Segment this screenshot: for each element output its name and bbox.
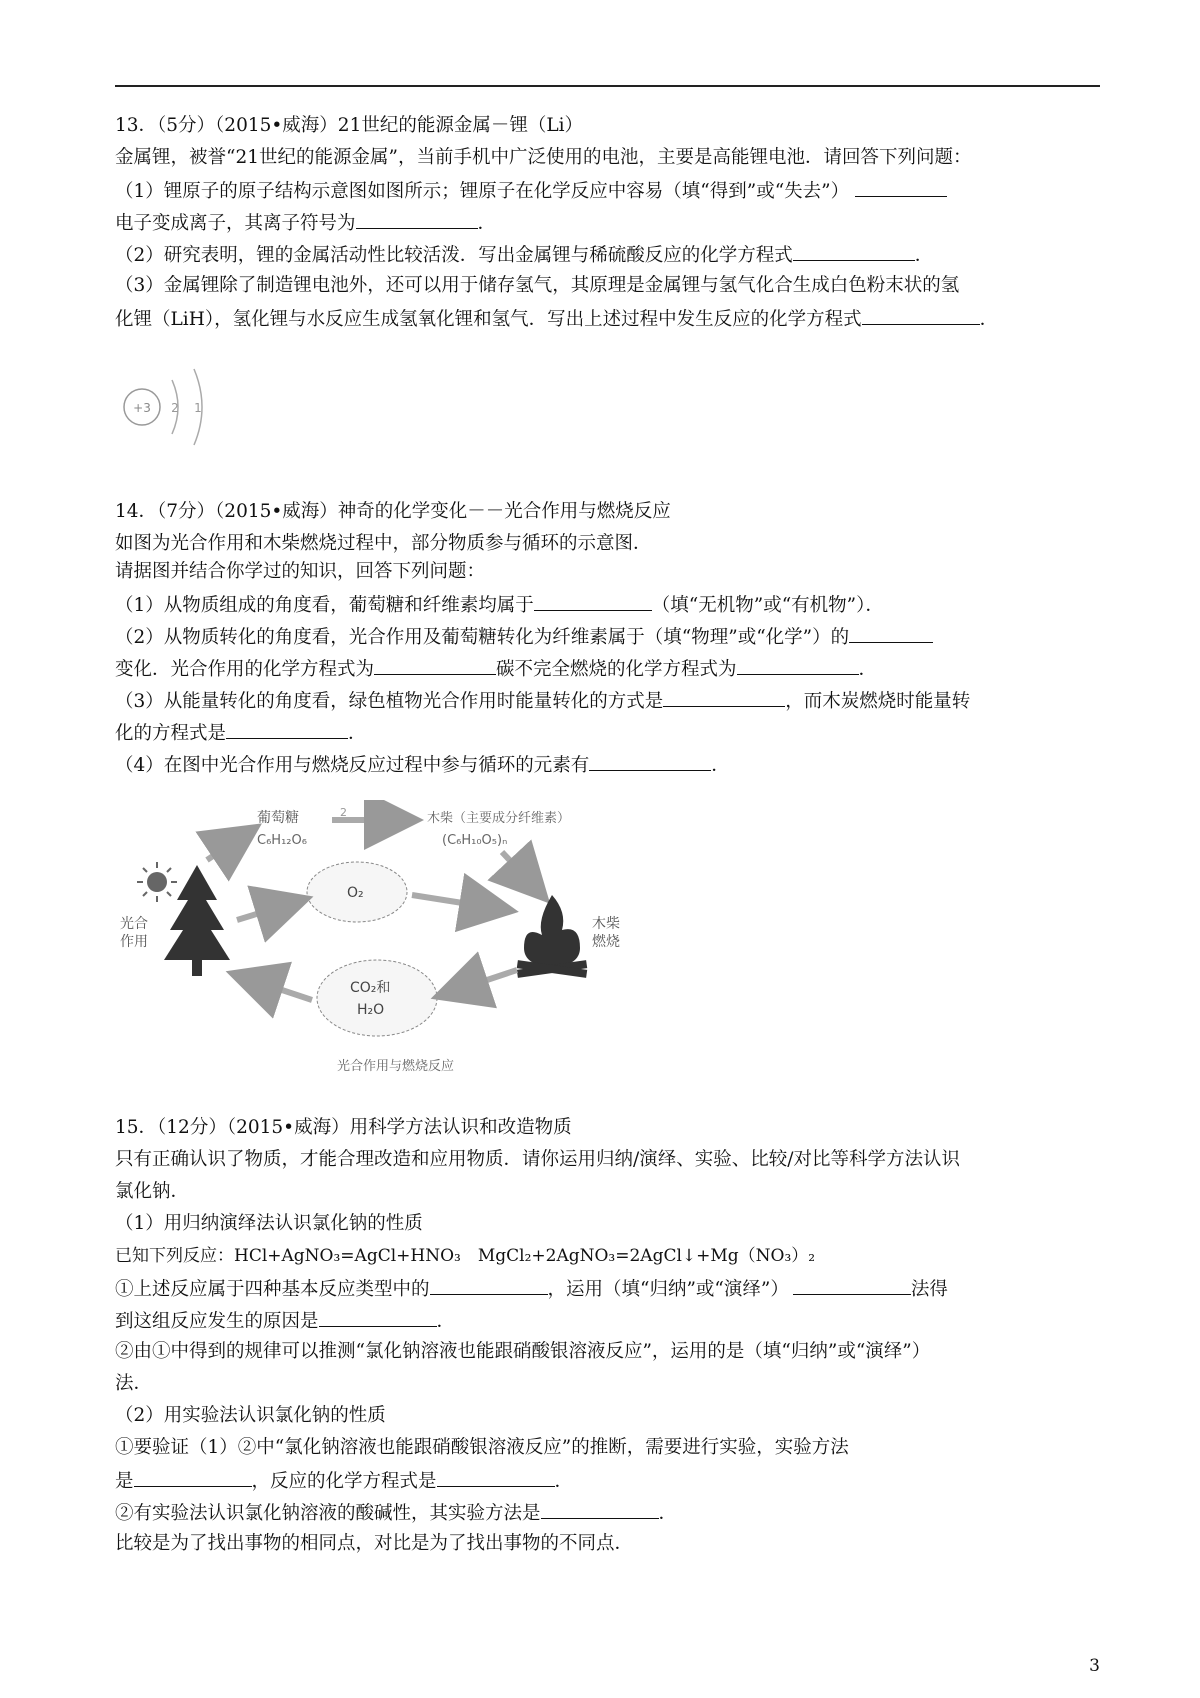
q15-blank-1[interactable] [430, 1276, 548, 1295]
nucleus-charge: +3 [133, 401, 151, 415]
glucose-formula: C₆H₁₂O₆ [257, 833, 307, 848]
arrow-step-label: 2 [340, 806, 347, 819]
q14-part2-text2: 变化．光合作用的化学方程式为 [115, 659, 375, 680]
arrow-wood-to-fire [502, 852, 542, 895]
sun-icon [137, 862, 177, 902]
q13-part1-line1 [115, 178, 947, 204]
q15-e2-text: ②有实验法认识氯化钠溶液的酸碱性，其实验方法是 [115, 1503, 541, 1524]
q15-c2-line1: ②由①中得到的规律可以推测“氯化钠溶液也能跟硝酸银溶液反应”，运用的是（填“归纳”或“演绎”） [115, 1341, 931, 1362]
q15-c1-line2 [115, 1308, 455, 1334]
co2-label: CO₂和 [350, 980, 391, 996]
glucose-label: 葡萄糖 [257, 810, 299, 826]
q14-title: 14．（7分）（2015•威海）神奇的化学变化－－光合作用与燃烧反应 [115, 501, 671, 522]
q15-e1-text: 是 [115, 1471, 134, 1492]
q15-c1-end: 法得 [910, 1279, 948, 1300]
q15-title: 15．（12分）（2015•威海）用科学方法认识和改造物质 [115, 1117, 572, 1138]
q13-part3-line1: （3）金属锂除了制造锂电池外，还可以用于储存氢气，其原理是金属锂与氢气化合生成白色粉末状的氢 [115, 275, 960, 296]
q15-known-reactions: 已知下列反应：HCl+AgNO₃=AgCl+HNO₃ MgCl₂+2AgNO₃=2AgCl↓+Mg（NO₃）₂ [115, 1246, 816, 1266]
q15-period-3: ． [658, 1503, 678, 1524]
q13-period-2: ． [914, 245, 934, 266]
q13-title: 13．（5分）（2015•威海）21世纪的能源金属－锂（Li） [115, 115, 584, 136]
q14-blank-6[interactable] [226, 720, 348, 739]
arrow-tree-to-o2 [237, 900, 302, 920]
lithium-atom-diagram [112, 355, 232, 465]
q13-part3-text: 化锂（LiH），氢化锂与水反应生成氢氧化锂和氢气．写出上述过程中发生反应的化学方程式 [115, 309, 862, 330]
q15-intro2: 氯化钠． [115, 1181, 190, 1202]
q13-blank-2[interactable] [356, 210, 478, 229]
header-rule [115, 85, 1100, 87]
q15-period-1: ． [436, 1311, 456, 1332]
co2-h2o-cloud [317, 960, 437, 1036]
q14-intro1: 如图为光合作用和木柴燃烧过程中，部分物质参与循环的示意图． [115, 533, 652, 554]
q14-part4-text: （4）在图中光合作用与燃烧反应过程中参与循环的元素有 [115, 755, 590, 776]
shell2-electrons: 1 [194, 401, 202, 415]
q15-blank-4[interactable] [134, 1468, 252, 1487]
q13-part1-line2 [115, 210, 496, 236]
q15-blank-5[interactable] [437, 1468, 555, 1487]
q15-blank-6[interactable] [541, 1500, 659, 1519]
q15-intro1: 只有正确认识了物质，才能合理改造和应用物质．请你运用归纳/演绎、实验、比较/对比等科学方法认识 [115, 1149, 960, 1170]
q13-part1-text: （1）锂原子的原子结构示意图如图所示；锂原子在化学反应中容易（填“得到”或“失去”） [115, 181, 850, 202]
q15-c1-text2: 到这组反应发生的原因是 [115, 1311, 319, 1332]
q14-part3-line1 [115, 688, 970, 714]
diagram-caption: 光合作用与燃烧反应 [337, 1059, 455, 1074]
q15-c1-text: ①上述反应属于四种基本反应类型中的 [115, 1279, 430, 1300]
q14-part1 [115, 592, 884, 618]
q15-section1: （1）用归纳演绎法认识氯化钠的性质 [115, 1213, 423, 1234]
q13-intro: 金属锂，被誉“21世纪的能源金属”，当前手机中广泛使用的电池，主要是高能锂电池．请回答下列问题： [115, 147, 972, 168]
q14-part3-text: （3）从能量转化的角度看，绿色植物光合作用时能量转化的方式是 [115, 691, 664, 712]
q13-period-1: ． [477, 213, 497, 234]
q13-blank-3[interactable] [793, 242, 915, 261]
q13-blank-1[interactable] [855, 178, 947, 197]
o2-label: O₂ [347, 885, 364, 901]
wood-formula: (C₆H₁₀O₅)ₙ [442, 833, 508, 848]
wood-label: 木柴（主要成分纤维素） [427, 811, 571, 826]
burning-label-1: 木柴 [592, 916, 620, 932]
q14-part3-text2: 化的方程式是 [115, 723, 227, 744]
q15-section2: （2）用实验法认识氯化钠的性质 [115, 1405, 386, 1426]
arrow-o2-to-fire [412, 895, 507, 910]
q14-part2-line1 [115, 624, 933, 650]
page-number: 3 [1089, 1656, 1100, 1676]
q13-part3-line2 [115, 306, 998, 332]
q14-period-3: ． [711, 755, 730, 776]
q15-e1-mid: ，反应的化学方程式是 [251, 1471, 437, 1492]
photosynthesis-label-1: 光合 [120, 916, 148, 932]
q15-c2-line2: 法． [115, 1373, 153, 1394]
q13-part1-text2: 电子变成离子，其离子符号为 [115, 213, 356, 234]
q15-e1-line1: ①要验证（1）②中“氯化钠溶液也能跟硝酸银溶液反应”的推断，需要进行实验，实验方法 [115, 1437, 849, 1458]
arrow-fire-to-co2 [442, 970, 517, 995]
photosynthesis-label-2: 作用 [120, 934, 148, 950]
q15-last-line: 比较是为了找出事物的相同点，对比是为了找出事物的不同点． [115, 1533, 634, 1554]
q15-c1-line1 [115, 1276, 948, 1302]
fire-icon [517, 895, 587, 978]
q13-period-3: ． [979, 309, 999, 330]
photosynthesis-cycle-diagram [112, 800, 722, 1090]
q14-part1-text: （1）从物质组成的角度看，葡萄糖和纤维素均属于 [115, 595, 534, 616]
q14-blank-7[interactable] [589, 752, 711, 771]
q15-c1-mid: ，运用（填“归纳”或“演绎”） [547, 1279, 789, 1300]
q15-blank-2[interactable] [793, 1276, 911, 1295]
q14-part2-line2 [115, 656, 877, 682]
burning-label-2: 燃烧 [592, 934, 620, 950]
q14-intro2: 请据图并结合你学过的知识，回答下列问题： [115, 561, 486, 582]
q14-part3-mid: ，而木炭燃烧时能量转 [785, 691, 971, 712]
q14-period-2: ． [348, 723, 367, 744]
q14-part4 [115, 752, 730, 778]
q14-part1-tail: （填“无机物”或“有机物”）． [651, 595, 884, 616]
q14-blank-3[interactable] [374, 656, 496, 675]
q15-e1-line2 [115, 1468, 573, 1494]
h2o-label: H₂O [357, 1002, 385, 1018]
q15-blank-3[interactable] [319, 1308, 437, 1327]
q15-e2 [115, 1500, 677, 1526]
q14-part3-line2 [115, 720, 367, 746]
q14-period-1: ． [858, 659, 878, 680]
q14-blank-2[interactable] [849, 624, 933, 643]
arrow-co2-to-tree [237, 975, 312, 1000]
q14-part2-text3: 碳不完全燃烧的化学方程式为 [496, 659, 737, 680]
q14-blank-4[interactable] [737, 656, 859, 675]
q13-part2-text: （2）研究表明，锂的金属活动性比较活泼．写出金属锂与稀硫酸反应的化学方程式 [115, 245, 793, 266]
q15-period-2: ． [554, 1471, 574, 1492]
q13-part2 [115, 242, 933, 268]
q14-part2-text: （2）从物质转化的角度看，光合作用及葡萄糖转化为纤维素属于（填“物理”或“化学”）的 [115, 627, 850, 648]
q13-blank-4[interactable] [862, 306, 980, 325]
q14-blank-1[interactable] [534, 592, 652, 611]
shell1-electrons: 2 [171, 401, 179, 415]
q14-blank-5[interactable] [663, 688, 785, 707]
arrow-tree-to-glucose [207, 830, 252, 860]
